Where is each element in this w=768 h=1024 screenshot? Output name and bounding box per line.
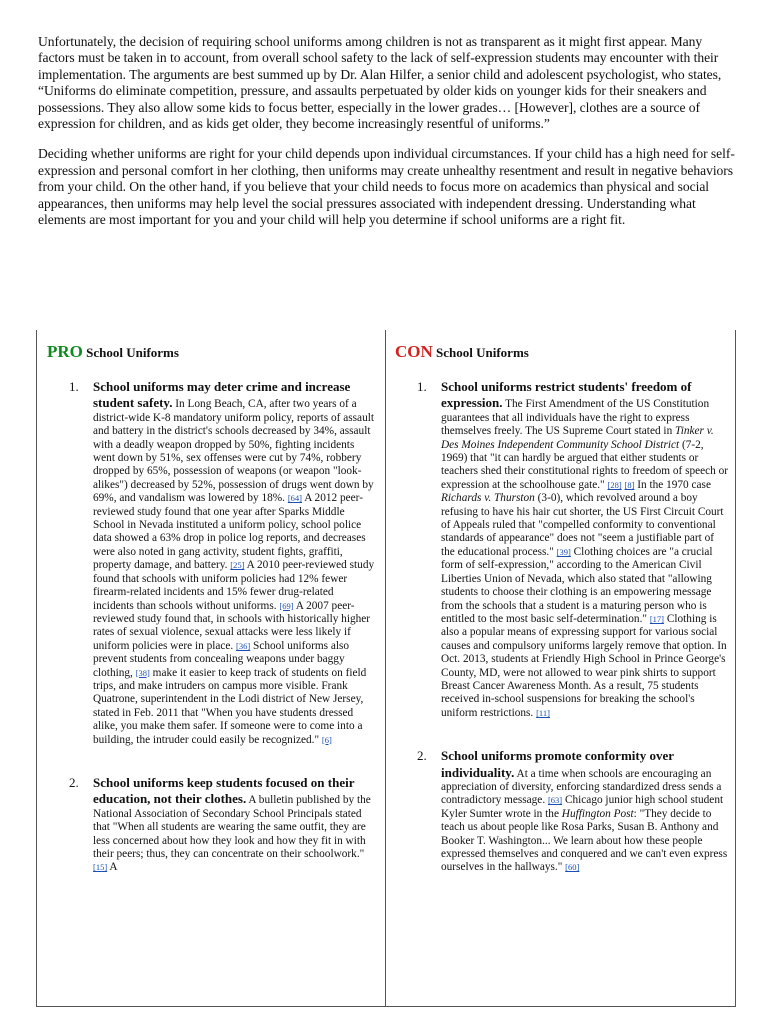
con-item-2-number: 2.	[417, 748, 427, 764]
intro-text	[38, 34, 738, 242]
pro-item-1-heading: School uniforms may deter crime and increase student safety.	[93, 379, 351, 411]
pro-column	[47, 330, 377, 1006]
citation-link[interactable]: [36]	[236, 640, 251, 651]
intro-paragraph-1: Unfortunately, the decision of requiring school uniforms among children is not as transparent as it might first appear. Many factors must be taken in to account, from overall school safety to the lack of self-expression students may encounter with their implementation. The arguments are best summed up by Dr. Alan Hilfer, a senior child and adolescent psychologist, who states, “Uniforms do eliminate competition, pressure, and assaults perpetuated by older kids on younger kids for their sneakers and possessions. They also allow some kids to focus better, especially in the lower grades… [However], clothes are a source of expression for children, and as kids get older, they become increasingly resentful of uniforms.”	[38, 34, 722, 132]
pro-column-title	[47, 342, 377, 366]
con-item-2-body	[441, 748, 729, 875]
column-divider	[385, 330, 386, 1006]
con-item-2-text-3: : "They decide to teach us about people like Rosa Parks, Susan B. Anthony and Booker T. Washington... We learn about how these people expressed themselves and conquered and we can't even express ourselves in the hallways."	[441, 807, 728, 874]
con-tag: CON	[395, 342, 433, 361]
con-item-1-body	[441, 379, 729, 720]
publication-name: Huffington Post	[561, 807, 634, 820]
con-item-2-text-2: Chicago junior high school student Kyler Sumter wrote in the	[441, 794, 724, 820]
pro-item-1-body	[93, 379, 377, 747]
pro-item-2-text-1: A bulletin published by the National Association of Secondary School Principals stated that "When all students are wearing the same outfit, they are less concerned about how they look and how they fit in with their peers; thus, they can concentrate on their schoolwork."	[93, 794, 371, 860]
pro-item-2-text-2: A	[107, 861, 118, 874]
citation-link[interactable]: [28]	[607, 479, 622, 490]
con-item-1-text-5: Clothing choices are "a crucial form of self-expression," according to the American Civil Liberties Union of Nevada, which also stated that "allowing students to choose their clothing is an empowering message from the schools that a student is a maturing person who is entitled to the most basic self-determination."	[441, 545, 713, 625]
pro-item-1	[47, 379, 377, 747]
con-title-text: School Uniforms	[432, 345, 529, 360]
con-column	[395, 330, 729, 1006]
pro-item-1-text-2: A 2012 peer-reviewed study found that one year after Sparks Middle School in Nevada instituted a uniform policy, school police data showed a 63% drop in police log reports, and decreases were also noted in gang activity, student fights, graffiti, property damage, and battery.	[93, 492, 366, 572]
con-item-2	[395, 748, 729, 875]
con-item-1-number: 1.	[417, 379, 427, 394]
con-item-1-text-6: Clothing is also a popular means of expressing support for various social causes and compulsory uniforms largely remove that option. In Oct. 2013, students at Friendly High School in Prince George's County, MD, were not allowed to wear pink shirts to support Breast Cancer Awareness Month. As a result, 75 students received in-school suspensions for breaking the school's uniform restrictions.	[441, 612, 727, 719]
case-name-tinker: Tinker v. Des Moines Independent Community School District	[441, 425, 714, 451]
pro-item-1-text-3: A 2010 peer-reviewed study found that schools with uniform policies had 12% fewer firearm-related incidents and 15% fewer drug-related incidents than schools without uniforms.	[93, 559, 375, 612]
pro-item-2-body	[93, 775, 377, 875]
pro-item-1-number: 1.	[69, 379, 79, 394]
con-item-1	[395, 379, 729, 720]
citation-link[interactable]: [15]	[93, 862, 108, 873]
citation-link[interactable]: [25]	[230, 560, 245, 571]
case-name-richards: Richards v. Thurston	[441, 492, 535, 505]
con-item-1-text-4: (3-0), which revolved around a boy refusing to have his hair cut shorter, the US First Circuit Court of Appeals ruled that "compelled conformity to conventional standards of appearance" does not "seem a justifiable part of the educational process."	[441, 492, 724, 558]
pro-item-1-text-6: make it easier to keep track of students on field trips, and make intruders on campus more visible. Frank Quatrone, superintendent in the Lodi district of New Jersey, stated in Feb. 2011 that "When you have students dressed alike, you make them safer. If someone were to come into a building, the intruder could easily be recognized."	[93, 666, 367, 746]
con-item-1-text-2: (7-2, 1969) that "it can hardly be argued that either students or teachers shed their constitutional rights to freedom of speech or expression at the schoolhouse gate."	[441, 438, 729, 491]
citation-link[interactable]: [64]	[287, 493, 302, 504]
pro-item-2-heading: School uniforms keep students focused on their education, not their clothes.	[93, 774, 355, 807]
con-item-1-text-1: The First Amendment of the US Constitution guarantees that all individuals have the right to express themselves freely. The US Supreme Court stated in	[441, 398, 710, 438]
con-item-1-text-3: In the 1970 case	[634, 478, 711, 491]
con-column-title	[395, 342, 729, 366]
citation-link[interactable]: [11]	[536, 707, 550, 718]
con-item-2-text-1: At a time when schools are encouraging an appreciation of diversity, enforcing standardized dress sends a contradictory message.	[441, 767, 722, 807]
pro-title-text: School Uniforms	[82, 345, 179, 360]
pro-item-2	[47, 775, 377, 875]
pro-item-1-text-5: School uniforms also prevent students from concealing weapons under baggy clothing,	[93, 639, 350, 679]
citation-link[interactable]: [69]	[279, 600, 294, 611]
pro-item-1-text-4: A 2007 peer-reviewed study found that, in schools with historically higher rates of sexual violence, sexual attacks were less likely if uniform policies were in place.	[93, 599, 371, 652]
con-item-2-heading: School uniforms promote conformity over individuality.	[441, 748, 674, 780]
citation-link[interactable]: [60]	[565, 862, 580, 873]
citation-link[interactable]: [39]	[556, 546, 571, 557]
intro-paragraph-2: Deciding whether uniforms are right for your child depends upon individual circumstances. If your child has a high need for self-expression and personal comfort in her clothing, then uniforms may create unhealthy resentment and result in negative behaviors from your child. On the other hand, if you believe that your child needs to focus more on academics than physical and social appearances, then uniforms may help level the social pressures associated with independent dressing. Understanding what elements are most important for you and your child will help you determine if school uniforms are a right fit.	[38, 146, 735, 228]
pro-tag: PRO	[47, 342, 83, 361]
citation-link[interactable]: [63]	[547, 795, 563, 806]
citation-link[interactable]: [6]	[321, 734, 332, 745]
con-item-1-heading: School uniforms restrict students' freedom of expression.	[441, 379, 692, 411]
citation-link[interactable]: [38]	[135, 667, 150, 678]
pro-item-1-text-1: In Long Beach, CA, after two years of a district-wide K-8 mandatory uniform policy, reports of assault and battery in the district's schools decreased by 34%, assault with a deadly weapon dropped by 50%, fighting incidents went down by 51%, sex offenses were cut by 74%, robbery dropped by 65%, possession of weapons (or weapon "look-alikes") decreased by 52%, possession of drugs went down by 69%, and vandalism was lowered by 18%.	[93, 398, 374, 505]
pro-item-2-number: 2.	[69, 774, 79, 790]
citation-link[interactable]: [17]	[649, 613, 665, 624]
pro-con-table	[36, 330, 736, 1007]
citation-link[interactable]: [8]	[624, 479, 635, 490]
